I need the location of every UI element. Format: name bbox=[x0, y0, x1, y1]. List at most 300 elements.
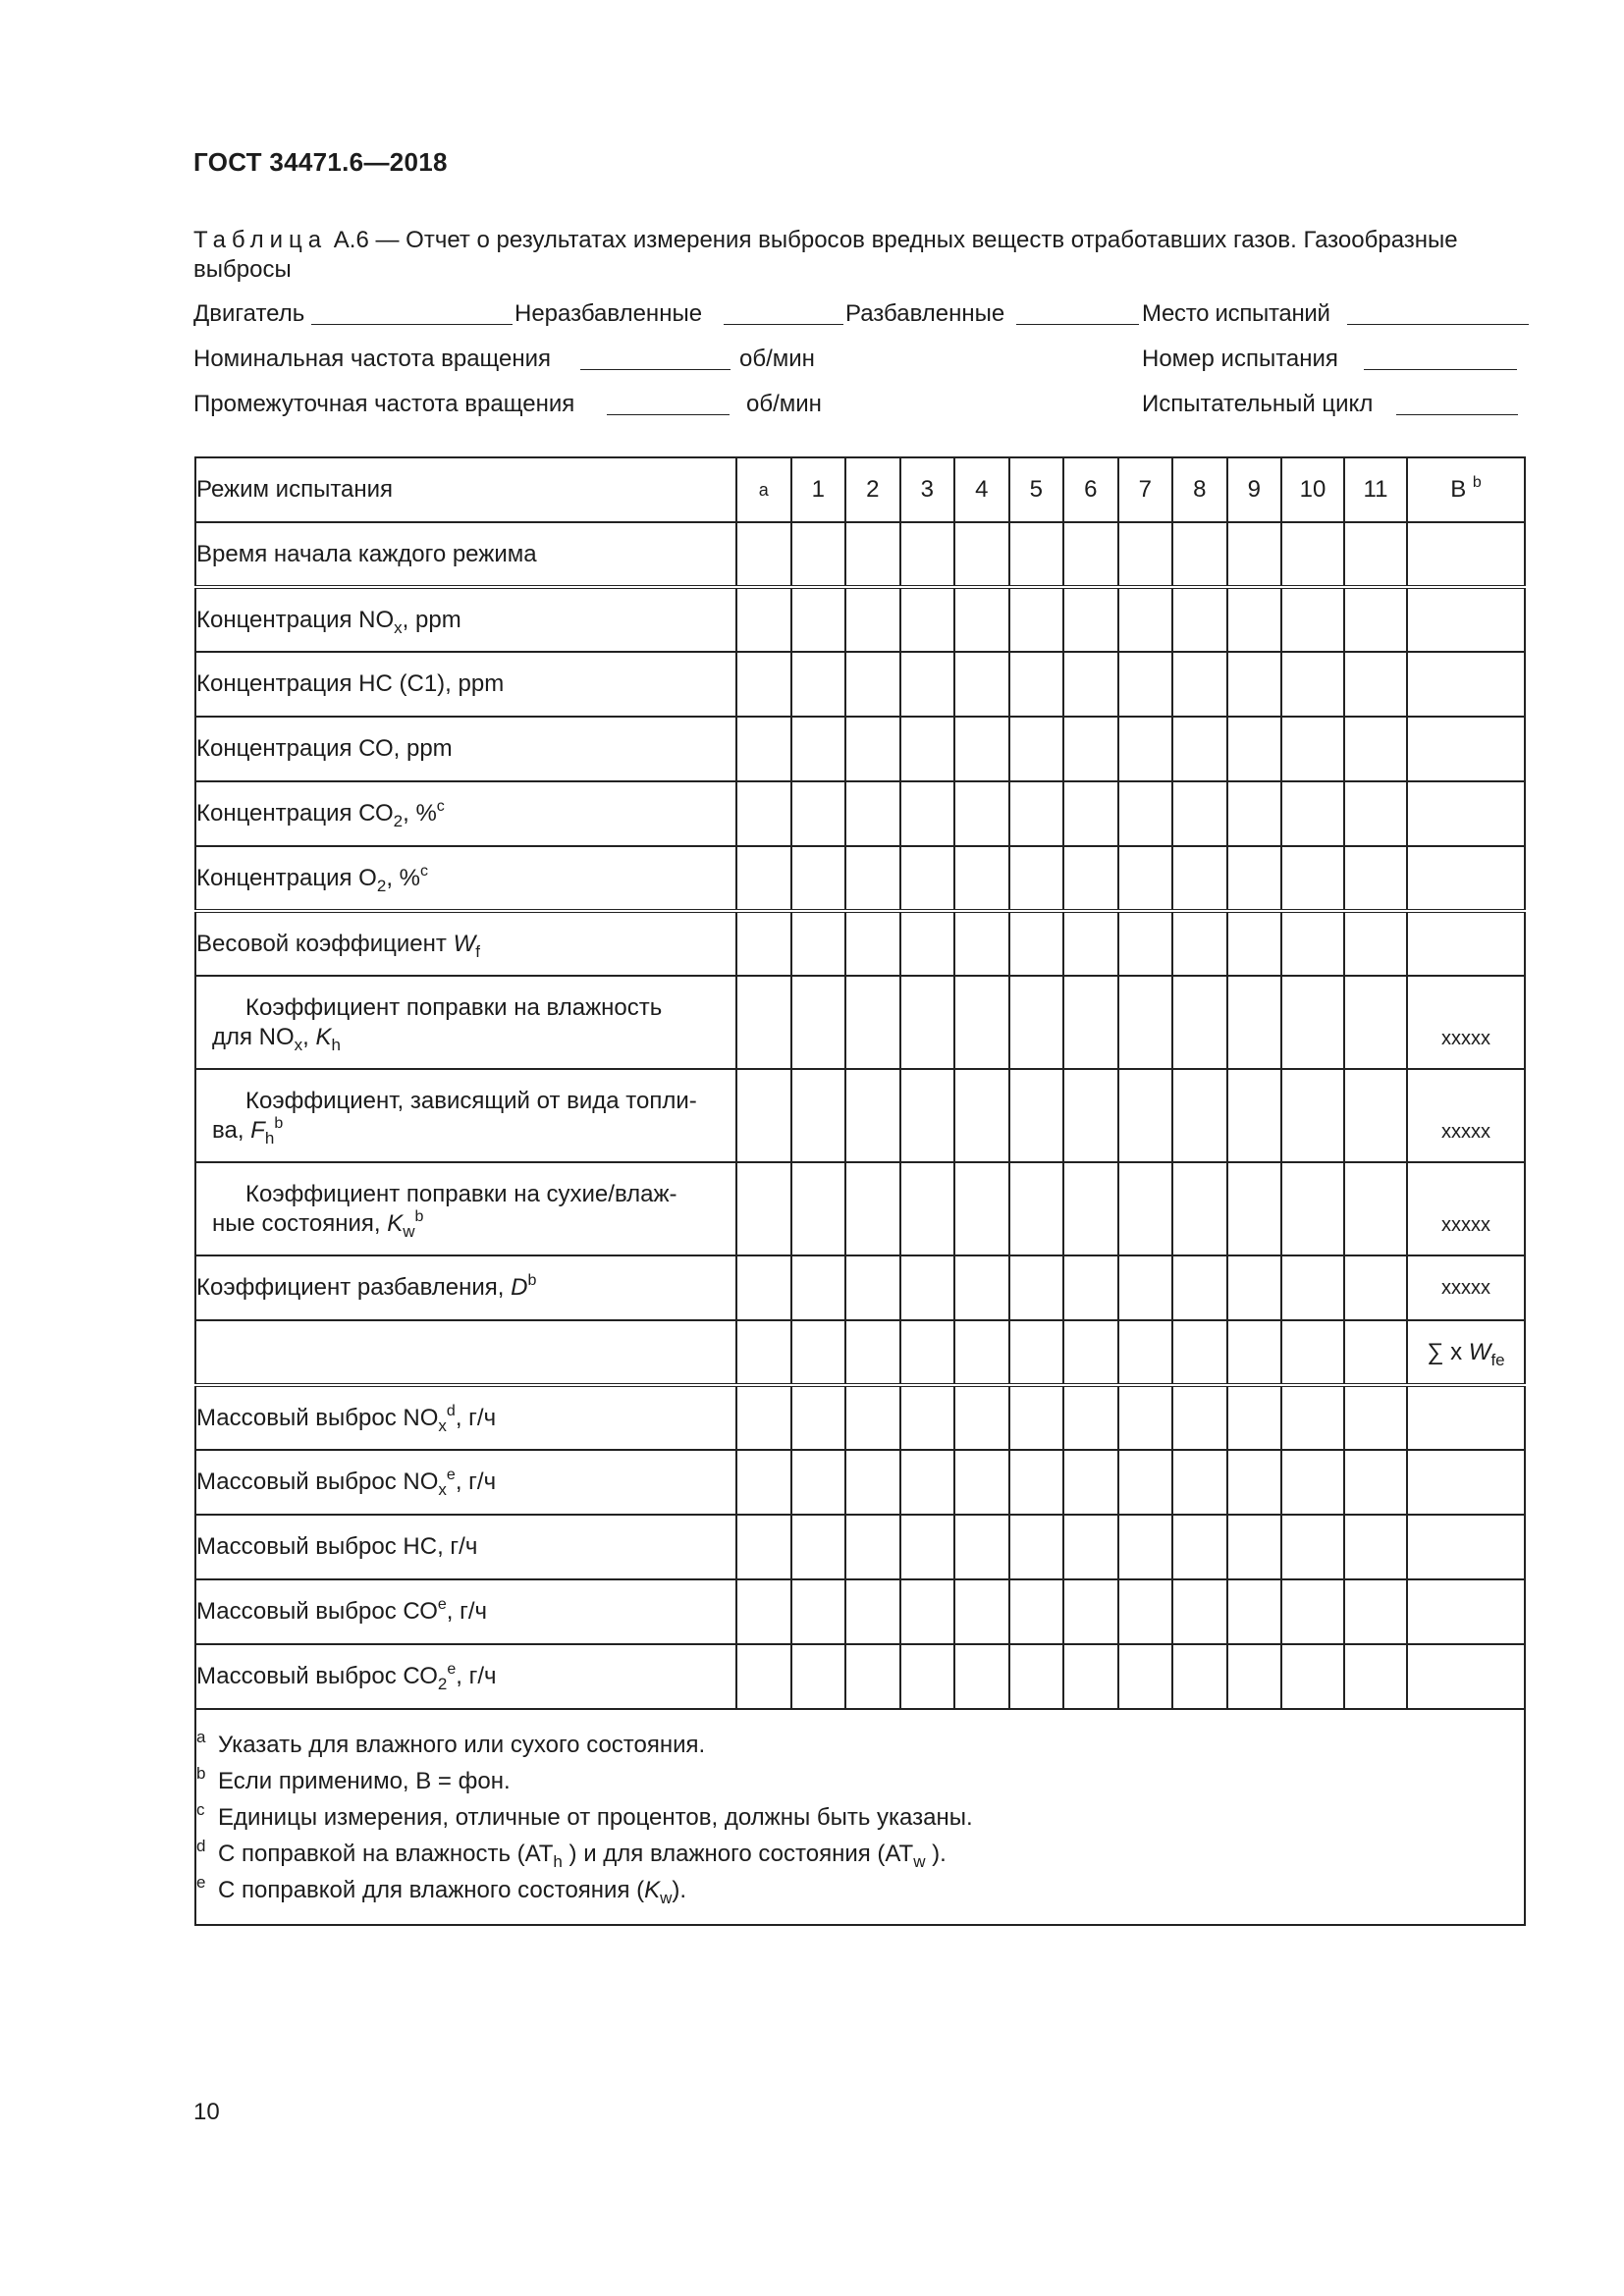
cell-mode-5[interactable] bbox=[1009, 717, 1064, 781]
cell-mode-11[interactable] bbox=[1344, 976, 1407, 1069]
cell-mode-7[interactable] bbox=[1118, 1385, 1173, 1450]
cell-mode-6[interactable] bbox=[1063, 1320, 1118, 1385]
cell-mode-4[interactable] bbox=[954, 1320, 1009, 1385]
cell-mode-a[interactable] bbox=[736, 1515, 791, 1579]
cell-mode-5[interactable] bbox=[1009, 1320, 1064, 1385]
cell-mode-9[interactable] bbox=[1227, 1162, 1282, 1255]
cell-mode-5[interactable] bbox=[1009, 652, 1064, 717]
cell-mode-6[interactable] bbox=[1063, 652, 1118, 717]
cell-mode-9[interactable] bbox=[1227, 976, 1282, 1069]
cell-mode-2[interactable] bbox=[845, 1069, 900, 1162]
note-text: С поправкой на влажность (АТ bbox=[218, 1840, 554, 1867]
cell-mode-8[interactable] bbox=[1172, 781, 1227, 846]
cell-mode-2[interactable] bbox=[845, 1162, 900, 1255]
note-text: С поправкой для влажного состояния ( bbox=[218, 1876, 645, 1903]
field-test-number-blank[interactable] bbox=[1364, 368, 1517, 370]
cell-mode-6[interactable] bbox=[1063, 1069, 1118, 1162]
row-label-symbol-sub: h bbox=[331, 1035, 341, 1054]
cell-mode-8[interactable] bbox=[1172, 1069, 1227, 1162]
cell-mode-2[interactable] bbox=[845, 1320, 900, 1385]
cell-mode-7[interactable] bbox=[1118, 1255, 1173, 1320]
cell-mode-10[interactable] bbox=[1281, 781, 1344, 846]
row-label: Концентрация СО, ppm bbox=[195, 717, 736, 781]
cell-mode-8[interactable] bbox=[1172, 1320, 1227, 1385]
cell-mode-6[interactable] bbox=[1063, 846, 1118, 911]
cell-mode-5[interactable] bbox=[1009, 1162, 1064, 1255]
cell-mode-b[interactable] bbox=[1407, 652, 1525, 717]
cell-mode-3[interactable] bbox=[900, 1255, 955, 1320]
cell-mode-11[interactable] bbox=[1344, 1450, 1407, 1515]
cell-mode-8[interactable] bbox=[1172, 1385, 1227, 1450]
cell-mode-5[interactable] bbox=[1009, 1385, 1064, 1450]
cell-mode-10[interactable] bbox=[1281, 846, 1344, 911]
row-label-sub: x bbox=[438, 1480, 447, 1499]
cell-mode-8[interactable] bbox=[1172, 587, 1227, 652]
note-text-cont: ) и для влажного состояния (АТ bbox=[562, 1840, 914, 1867]
cell-mode-10[interactable] bbox=[1281, 587, 1344, 652]
field-test-site-blank[interactable] bbox=[1347, 323, 1529, 325]
cell-mode-b[interactable] bbox=[1407, 587, 1525, 652]
row-label-sup: c bbox=[420, 862, 428, 880]
field-intermediate-speed-blank[interactable] bbox=[607, 413, 730, 415]
cell-mode-1[interactable] bbox=[791, 652, 846, 717]
cell-mode-2[interactable] bbox=[845, 1579, 900, 1644]
cell-mode-1[interactable] bbox=[791, 911, 846, 976]
row-label-sup: b bbox=[527, 1272, 537, 1289]
cell-mode-1[interactable] bbox=[791, 846, 846, 911]
field-test-cycle-blank[interactable] bbox=[1396, 413, 1518, 415]
cell-mode-6[interactable] bbox=[1063, 1385, 1118, 1450]
header-mode-7: 7 bbox=[1118, 457, 1173, 522]
row-weighted-sum bbox=[195, 1320, 1525, 1385]
cell-mode-3[interactable] bbox=[900, 1162, 955, 1255]
table-caption bbox=[193, 226, 1529, 285]
caption-number: А.6 bbox=[333, 227, 369, 253]
cell-mode-9[interactable] bbox=[1227, 1579, 1282, 1644]
cell-mode-a[interactable] bbox=[736, 911, 791, 976]
cell-mode-5[interactable] bbox=[1009, 1069, 1064, 1162]
row-label bbox=[195, 587, 736, 652]
cell-mode-a[interactable] bbox=[736, 1069, 791, 1162]
document-code: ГОСТ 34471.6—2018 bbox=[193, 147, 448, 177]
cell-mode-3[interactable] bbox=[900, 846, 955, 911]
cell-mode-2[interactable] bbox=[845, 587, 900, 652]
row-label bbox=[195, 1579, 736, 1644]
cell-mode-a[interactable] bbox=[736, 717, 791, 781]
cell-mode-4[interactable] bbox=[954, 1162, 1009, 1255]
cell-mode-7[interactable] bbox=[1118, 911, 1173, 976]
field-intermediate-speed-label: Промежуточная частота вращения bbox=[193, 391, 575, 417]
cell-mode-3[interactable] bbox=[900, 587, 955, 652]
sum-sub: fe bbox=[1490, 1350, 1505, 1369]
cell-mode-1[interactable] bbox=[791, 781, 846, 846]
row-label-text-cont: для NO bbox=[212, 1023, 295, 1050]
table-header-row bbox=[195, 457, 1525, 522]
cell-mode-2[interactable] bbox=[845, 1450, 900, 1515]
cell-mode-9[interactable] bbox=[1227, 652, 1282, 717]
cell-mode-8[interactable] bbox=[1172, 976, 1227, 1069]
cell-mode-4[interactable] bbox=[954, 717, 1009, 781]
cell-mode-1[interactable] bbox=[791, 1515, 846, 1579]
cell-mode-5[interactable] bbox=[1009, 1255, 1064, 1320]
cell-mode-1[interactable] bbox=[791, 717, 846, 781]
cell-mode-b[interactable] bbox=[1407, 1515, 1525, 1579]
cell-mode-1[interactable] bbox=[791, 1450, 846, 1515]
cell-mode-6[interactable] bbox=[1063, 976, 1118, 1069]
row-label-text: Коэффициент поправки на сухие/влаж- bbox=[245, 1180, 677, 1207]
cell-mode-8[interactable] bbox=[1172, 1579, 1227, 1644]
cell-mode-1[interactable] bbox=[791, 587, 846, 652]
cell-mode-11[interactable] bbox=[1344, 1162, 1407, 1255]
cell-mode-10[interactable] bbox=[1281, 717, 1344, 781]
cell-mode-b[interactable] bbox=[1407, 717, 1525, 781]
cell-mode-3[interactable] bbox=[900, 976, 955, 1069]
cell-mode-4[interactable] bbox=[954, 587, 1009, 652]
cell-mode-a[interactable] bbox=[736, 1385, 791, 1450]
cell-mode-5[interactable] bbox=[1009, 522, 1064, 587]
row-label bbox=[195, 1385, 736, 1450]
cell-mode-1[interactable] bbox=[791, 1255, 846, 1320]
cell-mode-7[interactable] bbox=[1118, 1069, 1173, 1162]
cell-mode-5[interactable] bbox=[1009, 911, 1064, 976]
cell-mode-6[interactable] bbox=[1063, 1162, 1118, 1255]
cell-mode-2[interactable] bbox=[845, 911, 900, 976]
field-test-site-label: Место испытаний bbox=[1142, 300, 1330, 327]
cell-mode-2[interactable] bbox=[845, 652, 900, 717]
row-label bbox=[195, 1255, 736, 1320]
cell-mode-7[interactable] bbox=[1118, 1579, 1173, 1644]
cell-mode-b[interactable] bbox=[1407, 911, 1525, 976]
cell-mode-1[interactable] bbox=[791, 1644, 846, 1709]
cell-mode-10[interactable] bbox=[1281, 911, 1344, 976]
cell-mode-a[interactable] bbox=[736, 976, 791, 1069]
cell-mode-8[interactable] bbox=[1172, 1255, 1227, 1320]
cell-mode-11[interactable] bbox=[1344, 911, 1407, 976]
cell-mode-9[interactable] bbox=[1227, 1320, 1282, 1385]
cell-mode-11[interactable] bbox=[1344, 1320, 1407, 1385]
cell-mode-1[interactable] bbox=[791, 1579, 846, 1644]
cell-mode-6[interactable] bbox=[1063, 1644, 1118, 1709]
row-label bbox=[195, 781, 736, 846]
cell-mode-4[interactable] bbox=[954, 1450, 1009, 1515]
cell-mode-10[interactable] bbox=[1281, 1255, 1344, 1320]
cell-mode-11[interactable] bbox=[1344, 1385, 1407, 1450]
cell-mode-7[interactable] bbox=[1118, 1515, 1173, 1579]
field-engine-blank[interactable] bbox=[311, 323, 513, 325]
cell-mode-7[interactable] bbox=[1118, 846, 1173, 911]
cell-mode-6[interactable] bbox=[1063, 522, 1118, 587]
caption-text-cont: выбросы bbox=[193, 256, 292, 283]
note-symbol: K bbox=[644, 1876, 661, 1903]
cell-mode-1[interactable] bbox=[791, 1320, 846, 1385]
row-mass-co bbox=[195, 1579, 1525, 1644]
cell-mode-3[interactable] bbox=[900, 1320, 955, 1385]
field-test-number-label: Номер испытания bbox=[1142, 346, 1338, 372]
cell-mode-9[interactable] bbox=[1227, 587, 1282, 652]
cell-mode-9[interactable] bbox=[1227, 717, 1282, 781]
cell-mode-8[interactable] bbox=[1172, 846, 1227, 911]
row-hc-concentration bbox=[195, 652, 1525, 717]
cell-mode-1[interactable] bbox=[791, 1069, 846, 1162]
row-label bbox=[195, 976, 736, 1069]
cell-mode-10[interactable] bbox=[1281, 1320, 1344, 1385]
cell-mode-11[interactable] bbox=[1344, 1255, 1407, 1320]
cell-mode-9[interactable] bbox=[1227, 846, 1282, 911]
cell-mode-3[interactable] bbox=[900, 522, 955, 587]
cell-mode-6[interactable] bbox=[1063, 717, 1118, 781]
row-label-unit: , г/ч bbox=[456, 1663, 497, 1689]
row-label-text: Коэффициент поправки на влажность bbox=[245, 993, 663, 1021]
table-notes bbox=[195, 1709, 1525, 1925]
row-label-text-cont: ные состояния, bbox=[212, 1209, 388, 1237]
cell-mode-1[interactable] bbox=[791, 1385, 846, 1450]
cell-mode-a[interactable] bbox=[736, 522, 791, 587]
header-mode-6: 6 bbox=[1063, 457, 1118, 522]
cell-mode-a[interactable] bbox=[736, 1579, 791, 1644]
cell-mode-11[interactable] bbox=[1344, 652, 1407, 717]
row-label: Массовый выброс НС, г/ч bbox=[195, 1515, 736, 1579]
cell-mode-4[interactable] bbox=[954, 522, 1009, 587]
cell-mode-4[interactable] bbox=[954, 1385, 1009, 1450]
cell-mode-10[interactable] bbox=[1281, 1579, 1344, 1644]
cell-mode-6[interactable] bbox=[1063, 911, 1118, 976]
cell-mode-6[interactable] bbox=[1063, 781, 1118, 846]
row-label bbox=[195, 846, 736, 911]
row-co2-concentration bbox=[195, 781, 1525, 846]
note-a: $^a$ Указать для влажного или сухого состояния. bbox=[196, 1727, 706, 1758]
row-nox-concentration bbox=[195, 587, 1525, 652]
cell-mode-a[interactable] bbox=[736, 1450, 791, 1515]
cell-mode-a[interactable] bbox=[736, 846, 791, 911]
cell-mode-a[interactable] bbox=[736, 587, 791, 652]
cell-mode-a[interactable] bbox=[736, 781, 791, 846]
field-undiluted-blank[interactable] bbox=[724, 323, 843, 325]
header-col-a: a bbox=[736, 457, 791, 522]
cell-mode-2[interactable] bbox=[845, 1644, 900, 1709]
cell-mode-6[interactable] bbox=[1063, 1579, 1118, 1644]
cell-mode-3[interactable] bbox=[900, 1644, 955, 1709]
cell-mode-7[interactable] bbox=[1118, 717, 1173, 781]
cell-mode-9[interactable] bbox=[1227, 1069, 1282, 1162]
cell-mode-3[interactable] bbox=[900, 781, 955, 846]
row-label-symbol: W bbox=[453, 930, 476, 957]
cell-mode-10[interactable] bbox=[1281, 1644, 1344, 1709]
cell-mode-3[interactable] bbox=[900, 717, 955, 781]
cell-mode-5[interactable] bbox=[1009, 1579, 1064, 1644]
cell-mode-8[interactable] bbox=[1172, 522, 1227, 587]
cell-mode-11[interactable] bbox=[1344, 717, 1407, 781]
cell-mode-2[interactable] bbox=[845, 976, 900, 1069]
cell-mode-7[interactable] bbox=[1118, 976, 1173, 1069]
row-label-text: Массовый выброс NO bbox=[196, 1468, 439, 1495]
cell-mode-2[interactable] bbox=[845, 1255, 900, 1320]
row-label-sub: h bbox=[264, 1128, 275, 1148]
cell-mode-3[interactable] bbox=[900, 1450, 955, 1515]
cell-mode-1[interactable] bbox=[791, 976, 846, 1069]
cell-mode-10[interactable] bbox=[1281, 1069, 1344, 1162]
cell-mode-b[interactable] bbox=[1407, 1385, 1525, 1450]
cell-mode-7[interactable] bbox=[1118, 587, 1173, 652]
row-mass-co2 bbox=[195, 1644, 1525, 1709]
field-rated-speed-unit: об/мин bbox=[739, 346, 815, 372]
note-sub: h bbox=[553, 1851, 563, 1871]
cell-mode-4[interactable] bbox=[954, 1579, 1009, 1644]
cell-mode-7[interactable] bbox=[1118, 1162, 1173, 1255]
cell-mode-11[interactable] bbox=[1344, 781, 1407, 846]
cell-mode-9[interactable] bbox=[1227, 1515, 1282, 1579]
row-label-unit: , % bbox=[386, 864, 420, 891]
cell-mode-2[interactable] bbox=[845, 846, 900, 911]
cell-mode-b[interactable] bbox=[1407, 522, 1525, 587]
row-label-sub: w bbox=[403, 1221, 415, 1241]
cell-mode-7[interactable] bbox=[1118, 652, 1173, 717]
cell-mode-a[interactable] bbox=[736, 1255, 791, 1320]
cell-mode-7[interactable] bbox=[1118, 522, 1173, 587]
cell-mode-8[interactable] bbox=[1172, 1644, 1227, 1709]
note-c: $^c$ Единицы измерения, отличные от процентов, должны быть указаны. bbox=[196, 1799, 973, 1831]
cell-mode-8[interactable] bbox=[1172, 652, 1227, 717]
cell-mode-1[interactable] bbox=[791, 1162, 846, 1255]
cell-mode-4[interactable] bbox=[954, 1255, 1009, 1320]
row-label-sub: x bbox=[394, 617, 403, 637]
cell-mode-3[interactable] bbox=[900, 1515, 955, 1579]
cell-mode-6[interactable] bbox=[1063, 587, 1118, 652]
row-label-sup: b bbox=[274, 1114, 284, 1132]
cell-mode-7[interactable] bbox=[1118, 1320, 1173, 1385]
row-dry-wet-correction bbox=[195, 1162, 1525, 1255]
cell-mode-5[interactable] bbox=[1009, 1450, 1064, 1515]
cell-mode-11[interactable] bbox=[1344, 587, 1407, 652]
caption-dash: — bbox=[375, 227, 400, 253]
note-text: Если применимо, В = фон. bbox=[218, 1767, 511, 1794]
cell-mode-6[interactable] bbox=[1063, 1450, 1118, 1515]
row-label-sup: d bbox=[446, 1402, 456, 1419]
cell-mode-9[interactable] bbox=[1227, 1385, 1282, 1450]
cell-mode-8[interactable] bbox=[1172, 1450, 1227, 1515]
field-engine-label: Двигатель bbox=[193, 300, 305, 327]
cell-mode-11[interactable] bbox=[1344, 522, 1407, 587]
cell-mode-3[interactable] bbox=[900, 1385, 955, 1450]
cell-mode-10[interactable] bbox=[1281, 1162, 1344, 1255]
cell-mode-10[interactable] bbox=[1281, 1450, 1344, 1515]
cell-mode-9[interactable] bbox=[1227, 1644, 1282, 1709]
row-label bbox=[195, 1450, 736, 1515]
row-label-symbol: F bbox=[250, 1116, 265, 1144]
cell-mode-7[interactable] bbox=[1118, 1450, 1173, 1515]
cell-mode-9[interactable] bbox=[1227, 911, 1282, 976]
field-intermediate-speed-unit: об/мин bbox=[746, 391, 822, 417]
note-text-end: ). bbox=[672, 1876, 687, 1903]
cell-mode-2[interactable] bbox=[845, 781, 900, 846]
cell-mode-a[interactable] bbox=[736, 1162, 791, 1255]
cell-mode-2[interactable] bbox=[845, 717, 900, 781]
cell-mode-8[interactable] bbox=[1172, 1515, 1227, 1579]
cell-mode-10[interactable] bbox=[1281, 652, 1344, 717]
cell-mode-7[interactable] bbox=[1118, 781, 1173, 846]
cell-mode-4[interactable] bbox=[954, 1515, 1009, 1579]
cell-mode-b[interactable] bbox=[1407, 1644, 1525, 1709]
row-label-sub: 2 bbox=[437, 1675, 448, 1693]
cell-mode-b[interactable] bbox=[1407, 1450, 1525, 1515]
cell-mode-3[interactable] bbox=[900, 1069, 955, 1162]
cell-mode-4[interactable] bbox=[954, 781, 1009, 846]
cell-mode-b: xxxxx bbox=[1407, 1069, 1525, 1162]
cell-mode-11[interactable] bbox=[1344, 1579, 1407, 1644]
cell-mode-3[interactable] bbox=[900, 911, 955, 976]
cell-mode-5[interactable] bbox=[1009, 1515, 1064, 1579]
cell-mode-4[interactable] bbox=[954, 1644, 1009, 1709]
cell-mode-6[interactable] bbox=[1063, 1515, 1118, 1579]
cell-mode-a[interactable] bbox=[736, 1644, 791, 1709]
cell-mode-8[interactable] bbox=[1172, 717, 1227, 781]
cell-mode-10[interactable] bbox=[1281, 1385, 1344, 1450]
cell-mode-5[interactable] bbox=[1009, 781, 1064, 846]
cell-mode-2[interactable] bbox=[845, 522, 900, 587]
cell-mode-8[interactable] bbox=[1172, 911, 1227, 976]
row-label-symbol: K bbox=[387, 1209, 404, 1237]
cell-mode-4[interactable] bbox=[954, 976, 1009, 1069]
cell-mode-b bbox=[1407, 1320, 1525, 1385]
cell-mode-6[interactable] bbox=[1063, 1255, 1118, 1320]
cell-mode-4[interactable] bbox=[954, 1069, 1009, 1162]
cell-mode-4[interactable] bbox=[954, 911, 1009, 976]
cell-mode-5[interactable] bbox=[1009, 587, 1064, 652]
cell-mode-9[interactable] bbox=[1227, 1450, 1282, 1515]
cell-mode-3[interactable] bbox=[900, 652, 955, 717]
row-mass-hc bbox=[195, 1515, 1525, 1579]
cell-mode-b[interactable] bbox=[1407, 781, 1525, 846]
row-label-sub: 2 bbox=[393, 812, 404, 830]
cell-mode-5[interactable] bbox=[1009, 846, 1064, 911]
row-label-sub: x bbox=[294, 1035, 303, 1054]
cell-mode-10[interactable] bbox=[1281, 1515, 1344, 1579]
cell-mode-5[interactable] bbox=[1009, 976, 1064, 1069]
cell-mode-11[interactable] bbox=[1344, 1069, 1407, 1162]
cell-mode-2[interactable] bbox=[845, 1515, 900, 1579]
sum-symbol: W bbox=[1468, 1338, 1491, 1365]
field-diluted-blank[interactable] bbox=[1016, 323, 1139, 325]
cell-mode-10[interactable] bbox=[1281, 976, 1344, 1069]
cell-mode-b[interactable] bbox=[1407, 1579, 1525, 1644]
cell-mode-a[interactable] bbox=[736, 1320, 791, 1385]
cell-mode-2[interactable] bbox=[845, 1385, 900, 1450]
field-rated-speed-blank[interactable] bbox=[580, 368, 731, 370]
cell-mode-8[interactable] bbox=[1172, 1162, 1227, 1255]
cell-mode-9[interactable] bbox=[1227, 1255, 1282, 1320]
cell-mode-7[interactable] bbox=[1118, 1644, 1173, 1709]
cell-mode-1[interactable] bbox=[791, 522, 846, 587]
cell-mode-11[interactable] bbox=[1344, 1644, 1407, 1709]
row-humidity-correction bbox=[195, 976, 1525, 1069]
cell-mode-9[interactable] bbox=[1227, 522, 1282, 587]
cell-mode-3[interactable] bbox=[900, 1579, 955, 1644]
cell-mode-11[interactable] bbox=[1344, 1515, 1407, 1579]
row-weighting-factor bbox=[195, 911, 1525, 976]
cell-mode-4[interactable] bbox=[954, 652, 1009, 717]
cell-mode-a[interactable] bbox=[736, 652, 791, 717]
cell-mode-5[interactable] bbox=[1009, 1644, 1064, 1709]
header-mode-5: 5 bbox=[1009, 457, 1064, 522]
caption-text: Отчет о результатах измерения выбросов вредных веществ отработавших газов. Газообразные bbox=[406, 227, 1458, 253]
cell-mode-10[interactable] bbox=[1281, 522, 1344, 587]
row-label-text: Концентрация О bbox=[196, 864, 377, 891]
cell-mode-9[interactable] bbox=[1227, 781, 1282, 846]
cell-mode-11[interactable] bbox=[1344, 846, 1407, 911]
header-mode-2: 2 bbox=[845, 457, 900, 522]
cell-mode-4[interactable] bbox=[954, 846, 1009, 911]
cell-mode-b[interactable] bbox=[1407, 846, 1525, 911]
row-o2-concentration bbox=[195, 846, 1525, 911]
